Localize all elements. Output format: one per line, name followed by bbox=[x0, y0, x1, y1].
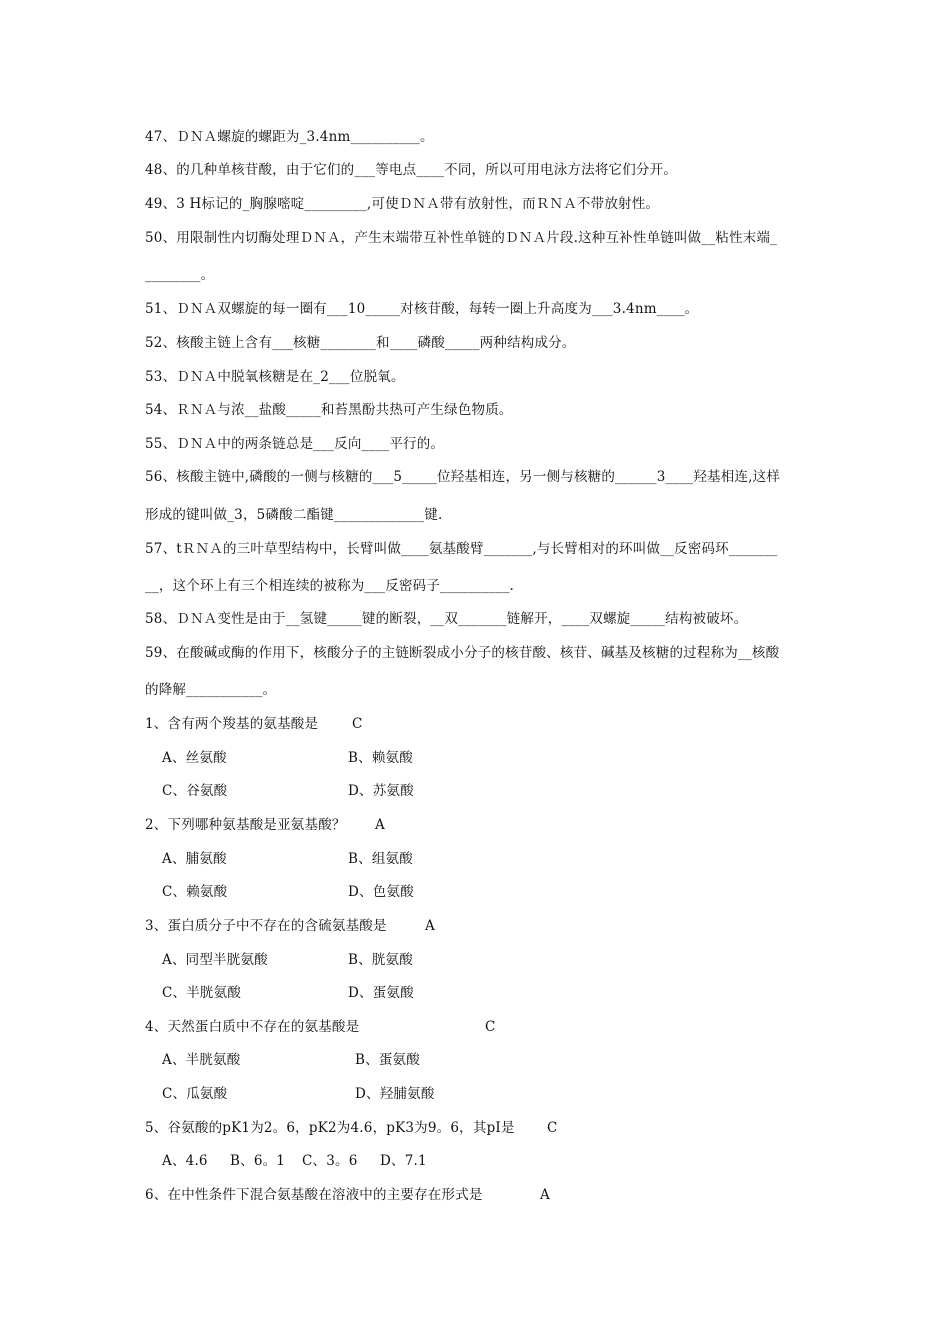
question-51: 51、ＤＮＡ双螺旋的每一圈有___10_____对核苷酸，每转一圈上升高度为___3.4nm____。 bbox=[145, 301, 699, 317]
question-50: 50、用限制性内切酶处理ＤＮＡ，产生末端带互补性单链的ＤＮＡ片段.这种互补性单链叫做__粘性末端_ bbox=[145, 230, 778, 246]
choice-1-option-d: D、苏氨酸 bbox=[348, 783, 414, 799]
choice-question-6: 6、在中性条件下混合氨基酸在溶液中的主要存在形式是 bbox=[145, 1187, 483, 1203]
choice-5-option-d: D、7.1 bbox=[380, 1153, 427, 1169]
choice-4-option-d: D、羟脯氨酸 bbox=[355, 1086, 435, 1102]
question-48: 48、的几种单核苷酸，由于它们的___等电点____不同，所以可用电泳方法将它们分开。 bbox=[145, 162, 678, 178]
choice-2-option-c: C、赖氨酸 bbox=[162, 884, 228, 900]
question-59: 59、在酸碱或酶的作用下，核酸分子的主链断裂成小分子的核苷酸、核苷、碱基及核糖的过程称为__核酸 bbox=[145, 645, 780, 661]
question-56: 56、核酸主链中,磷酸的一侧与核糖的___5_____位羟基相连，另一侧与核糖的______3____羟基相连,这样 bbox=[145, 469, 781, 485]
choice-2-option-d: D、色氨酸 bbox=[348, 884, 414, 900]
choice-1-option-c: C、谷氨酸 bbox=[162, 783, 228, 799]
choice-5-option-a: A、4.6 bbox=[162, 1153, 208, 1169]
choice-5-option-c: C、3。6 bbox=[302, 1153, 358, 1169]
choice-2-option-b: B、组氨酸 bbox=[348, 851, 413, 867]
choice-answer-3: A bbox=[425, 918, 435, 934]
choice-3-option-c: C、半胱氨酸 bbox=[162, 985, 242, 1001]
question-53: 53、ＤＮＡ中脱氧核糖是在_2___位脱氧。 bbox=[145, 369, 405, 385]
choice-4-option-a: A、半胱氨酸 bbox=[162, 1052, 241, 1068]
question-55: 55、ＤＮＡ中的两条链总是___反向____平行的。 bbox=[145, 436, 445, 452]
question-49: 49、3 H标记的_胸腺嘧啶_________,可使ＤＮＡ带有放射性，而ＲＮＡ不带放射性。 bbox=[145, 196, 660, 212]
choice-1-option-b: B、赖氨酸 bbox=[348, 750, 413, 766]
choice-question-4: 4、天然蛋白质中不存在的氨基酸是 bbox=[145, 1019, 360, 1035]
question-54: 54、ＲＮＡ与浓__盐酸_____和苔黑酚共热可产生绿色物质。 bbox=[145, 402, 513, 418]
choice-2-option-a: A、脯氨酸 bbox=[162, 851, 227, 867]
choice-question-2: 2、下列哪种氨基酸是亚氨基酸？ bbox=[145, 817, 346, 833]
question-47: 47、ＤＮＡ螺旋的螺距为_3.4nm__________。 bbox=[145, 129, 434, 145]
choice-1-option-a: A、丝氨酸 bbox=[162, 750, 227, 766]
question-50-continued: ________。 bbox=[145, 267, 215, 283]
choice-question-3: 3、蛋白质分子中不存在的含硫氨基酸是 bbox=[145, 918, 387, 934]
choice-answer-2: A bbox=[375, 817, 385, 833]
choice-question-5: 5、谷氨酸的pK1为2。6，pK2为4.6，pK3为9。6，其pI是 bbox=[145, 1120, 515, 1136]
question-52: 52、核酸主链上含有___核糖________和____磷酸_____两种结构成分。 bbox=[145, 335, 576, 351]
choice-4-option-b: B、蛋氨酸 bbox=[355, 1052, 420, 1068]
choice-answer-4: C bbox=[485, 1019, 496, 1035]
choice-answer-6: A bbox=[540, 1187, 550, 1203]
choice-5-option-b: B、6。1 bbox=[230, 1153, 286, 1169]
choice-3-option-a: A、同型半胱氨酸 bbox=[162, 952, 268, 968]
choice-3-option-d: D、蛋氨酸 bbox=[348, 985, 414, 1001]
question-56-continued: 形成的键叫做_3，5磷酸二酯键_____________键. bbox=[145, 507, 443, 523]
choice-4-option-c: C、瓜氨酸 bbox=[162, 1086, 228, 1102]
question-57-continued: __，这个环上有三个相连续的被称为___反密码子__________. bbox=[145, 578, 515, 594]
question-58: 58、ＤＮＡ变性是由于__氢键_____键的断裂，__双_______链解开，____双螺旋_____结构被破坏。 bbox=[145, 611, 748, 627]
choice-question-1: 1、含有两个羧基的氨基酸是 bbox=[145, 716, 319, 732]
choice-3-option-b: B、胱氨酸 bbox=[348, 952, 413, 968]
question-57: 57、tＲＮＡ的三叶草型结构中，长臂叫做____氨基酸臂_______,与长臂相对的环叫做__反密码环_______ bbox=[145, 541, 778, 557]
question-59-continued: 的降解___________。 bbox=[145, 682, 277, 698]
choice-answer-5: C bbox=[547, 1120, 558, 1136]
choice-answer-1: C bbox=[352, 716, 363, 732]
